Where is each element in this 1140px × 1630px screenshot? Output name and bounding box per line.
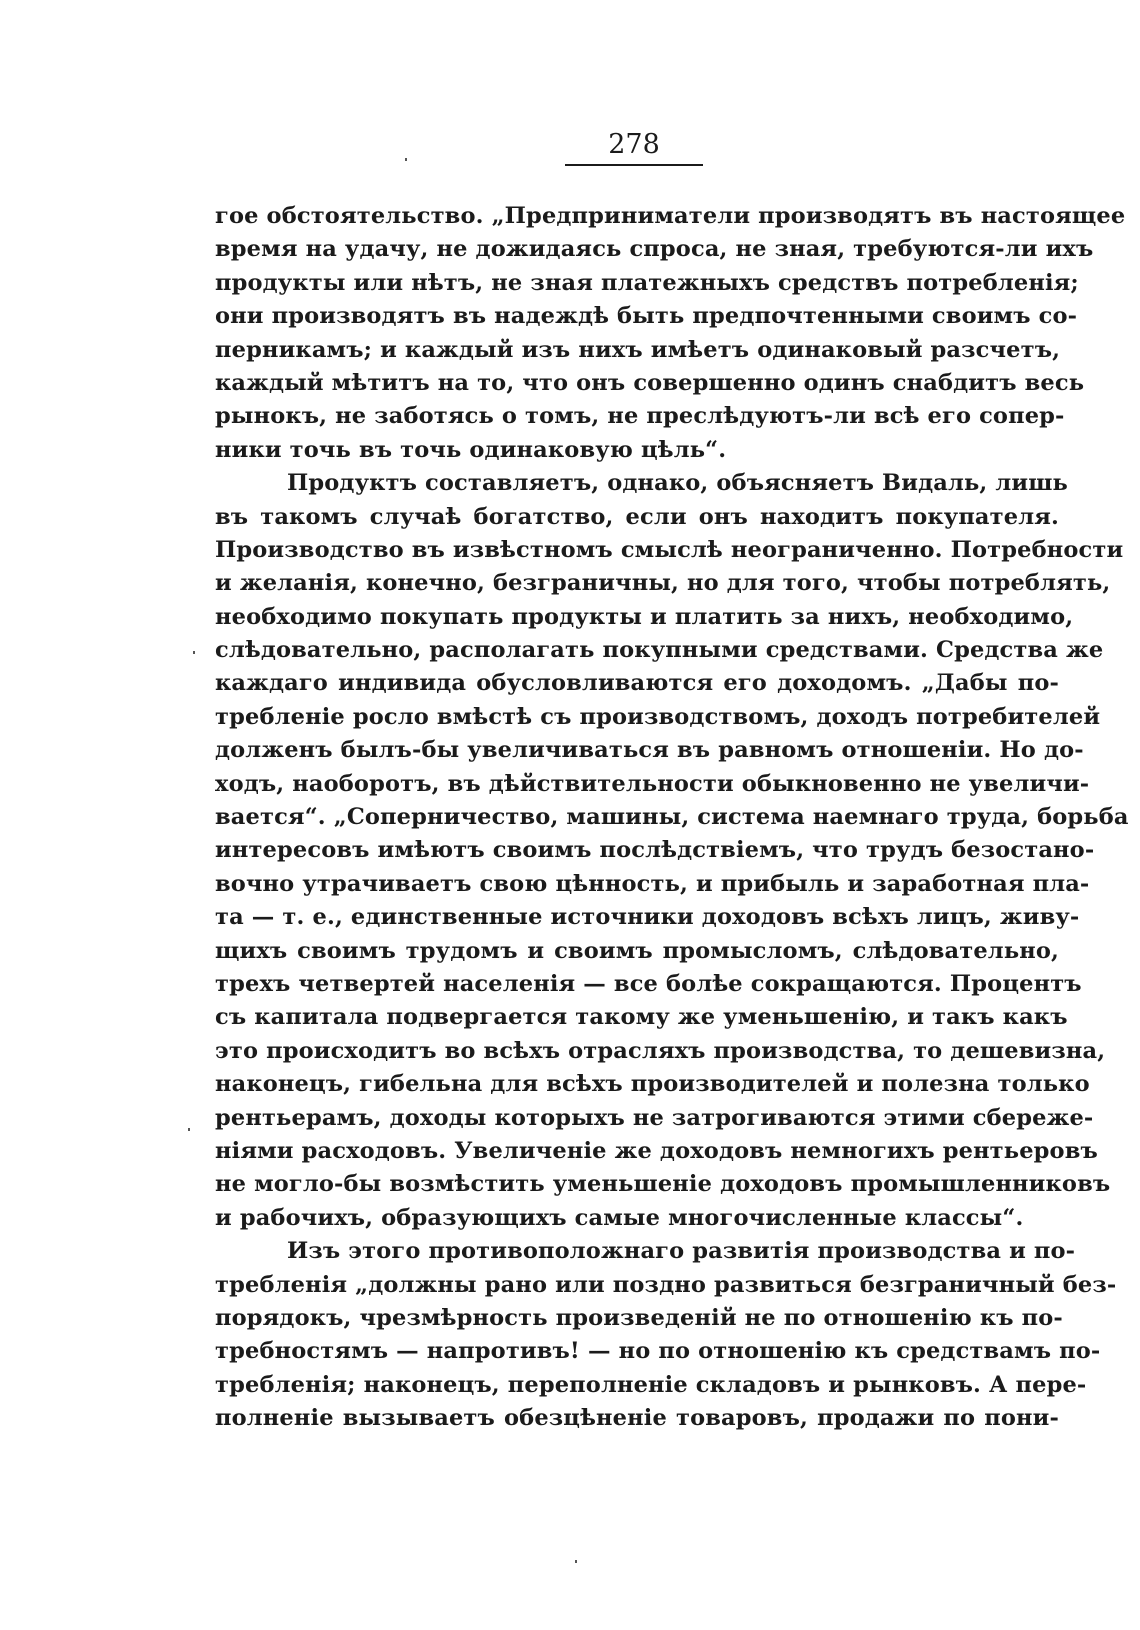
paper-speck — [575, 1560, 577, 1563]
text-line: долженъ былъ-бы увеличиваться въ равномъ отношеніи. Но до- — [215, 737, 1084, 764]
text-line: требленія; наконецъ, переполненіе складовъ и рынковъ. А пере- — [215, 1371, 1087, 1398]
text-line: гое обстоятельство. „Предприниматели производятъ въ настоящее — [215, 203, 1126, 229]
text-line: они производятъ въ надеждѣ быть предпочтенными своимъ со- — [215, 303, 1078, 330]
text-line: вочно утрачиваетъ свою цѣнность, и прибыль и заработная пла- — [215, 870, 1090, 897]
body-text — [215, 200, 1129, 1435]
page-number: 278 — [565, 128, 703, 166]
text-line: требностямъ — напротивъ! — но по отношенію къ средствамъ по- — [215, 1338, 1101, 1365]
text-line: та — т. е., единственные источники доходовъ всѣхъ лицъ, живу- — [215, 904, 1080, 931]
text-line: перникамъ; и каждый изъ нихъ имѣетъ одинаковый разсчетъ, — [215, 336, 1061, 363]
paper-speck — [405, 158, 407, 161]
text-line: щихъ своимъ трудомъ и своимъ промысломъ, слѣдовательно, — [215, 937, 1059, 964]
text-line: ходъ, наоборотъ, въ дѣйствительности обыкновенно не увеличи- — [215, 770, 1090, 797]
text-line: въ такомъ случаѣ богатство, если онъ находитъ покупателя. — [215, 503, 1059, 530]
text-line: продукты или нѣтъ, не зная платежныхъ средствъ потребленія; — [215, 269, 1079, 296]
text-line: каждаго индивида обусловливаются его доходомъ. „Дабы по- — [215, 670, 1059, 697]
paper-speck — [188, 1128, 190, 1131]
text-line: наконецъ, гибельна для всѣхъ производителей и полезна только — [215, 1071, 1090, 1098]
text-line: каждый мѣтитъ на то, что онъ совершенно одинъ снабдитъ весь — [215, 369, 1085, 396]
text-line: время на удачу, не дожидаясь спроса, не зная, требуются-ли ихъ — [215, 236, 1094, 263]
text-line: Производство въ извѣстномъ смыслѣ неограниченно. Потребности — [215, 536, 1124, 563]
text-line: Продуктъ составляетъ, однако, объясняетъ Видаль, лишь — [287, 470, 1068, 497]
text-line: необходимо покупать продукты и платить за нихъ, необходимо, — [215, 603, 1074, 630]
text-line: порядокъ, чрезмѣрность произведеній не по отношенію къ по- — [215, 1304, 1063, 1331]
text-line: ники точь въ точь одинаковую цѣль“. — [215, 436, 727, 463]
text-line: не могло-бы возмѣстить уменьшеніе доходовъ промышленниковъ — [215, 1171, 1111, 1198]
text-line: требленіе росло вмѣстѣ съ производствомъ, доходъ потребителей — [215, 703, 1101, 730]
text-line: это происходитъ во всѣхъ отрасляхъ производства, то дешевизна, — [215, 1037, 1106, 1064]
text-line: рынокъ, не заботясь о томъ, не преслѣдуютъ-ли всѣ его сопер- — [215, 403, 1065, 430]
text-line: рентьерамъ, доходы которыхъ не затрогиваются этими сбереже- — [215, 1104, 1094, 1131]
text-line: трехъ четвертей населенія — все болѣе сокращаются. Процентъ — [215, 970, 1082, 997]
text-line: интересовъ имѣютъ своимъ послѣдствіемъ, что трудъ безостано- — [215, 837, 1095, 864]
paper-speck — [193, 651, 195, 654]
text-line: ніями расходовъ. Увеличеніе же доходовъ немногихъ рентьеровъ — [215, 1137, 1098, 1164]
text-line: вается“. „Соперничество, машины, система наемнаго труда, борьба — [215, 804, 1129, 831]
text-line: полненіе вызываетъ обезцѣненіе товаровъ, продажи по пони- — [215, 1405, 1059, 1432]
text-line: слѣдовательно, располагать покупными средствами. Средства же — [215, 637, 1104, 664]
text-line: и желанія, конечно, безграничны, но для того, чтобы потреблять, — [215, 570, 1111, 597]
text-line: и рабочихъ, образующихъ самые многочисленные классы“. — [215, 1204, 1024, 1231]
text-line: требленія „должны рано или поздно развиться безграничный без- — [215, 1271, 1117, 1298]
text-line: съ капитала подвергается такому же уменьшенію, и такъ какъ — [215, 1004, 1068, 1031]
text-line: Изъ этого противоположнаго развитія производства и по- — [287, 1238, 1076, 1265]
